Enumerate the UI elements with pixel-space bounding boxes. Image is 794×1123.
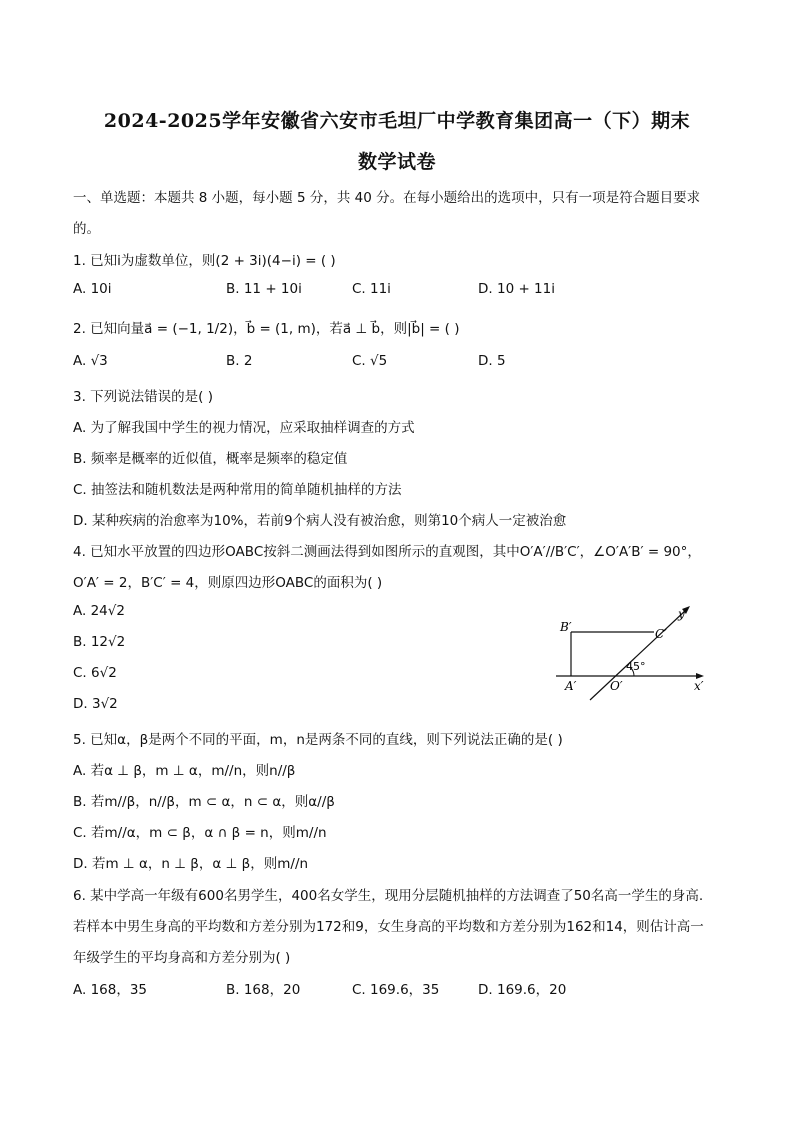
- label-a-prime: A′: [565, 679, 577, 693]
- question-5-option-a: A. 若α ⊥ β，m ⊥ α，m//n，则n//β: [73, 763, 296, 779]
- section-heading-line1: 一、单选题：本题共 8 小题，每小题 5 分，共 40 分。在每小题给出的选项中，只有一项是符合题目要求: [73, 190, 701, 206]
- question-5-option-b: B. 若m//β，n//β，m ⊂ α，n ⊂ α，则α//β: [73, 794, 335, 810]
- question-1-option-c: C. 11i: [352, 281, 391, 297]
- question-1-option-a: A. 10i: [73, 281, 112, 297]
- label-x-axis: x′: [694, 679, 704, 693]
- question-6-option-d: D. 169.6，20: [478, 982, 567, 998]
- exam-title-line2: 数学试卷: [357, 151, 436, 173]
- question-2-stem: 2. 已知向量a⃗ = (−1, 1/2)，b⃗ = (1, m)，若a⃗ ⊥ b⃗，则|b⃗| = ( ): [73, 321, 460, 337]
- question-1-option-d: D. 10 + 11i: [478, 281, 555, 297]
- label-angle: 45°: [626, 660, 646, 673]
- question-2-option-c: C. √5: [352, 353, 388, 369]
- question-3-option-b: B. 频率是概率的近似值，概率是频率的稳定值: [73, 451, 348, 467]
- question-6-stem-line1: 6. 某中学高一年级有600名男学生，400名女学生，现用分层随机抽样的方法调查了50名高一学生的身高.: [73, 888, 704, 904]
- question-3-option-d: D. 某种疾病的治愈率为10%，若前9个病人没有被治愈，则第10个病人一定被治愈: [73, 513, 567, 529]
- question-6-option-c: C. 169.6，35: [352, 982, 440, 998]
- label-y-axis: y′: [678, 607, 688, 621]
- question-4-stem-line2: O′A′ = 2，B′C′ = 4，则原四边形OABC的面积为( ): [73, 575, 383, 591]
- question-1-stem: 1. 已知i为虚数单位，则(2 + 3i)(4−i) = ( ): [73, 253, 336, 269]
- oblique-projection-figure: [550, 598, 710, 704]
- question-5-option-d: D. 若m ⊥ α，n ⊥ β，α ⊥ β，则m//n: [73, 856, 309, 872]
- question-5-stem: 5. 已知α，β是两个不同的平面，m，n是两条不同的直线，则下列说法正确的是( ): [73, 732, 563, 748]
- question-3-option-a: A. 为了解我国中学生的视力情况，应采取抽样调查的方式: [73, 420, 415, 436]
- y-axis: [590, 610, 686, 700]
- question-4-option-c: C. 6√2: [73, 665, 117, 681]
- question-6-option-a: A. 168，35: [73, 982, 148, 998]
- question-6-option-b: B. 168，20: [226, 982, 301, 998]
- question-5-option-c: C. 若m//α，m ⊂ β，α ∩ β = n，则m//n: [73, 825, 327, 841]
- question-6-stem-line3: 年级学生的平均身高和方差分别为( ): [73, 950, 291, 966]
- label-c-prime: C′: [655, 627, 667, 641]
- question-2-option-d: D. 5: [478, 353, 506, 369]
- question-4-option-b: B. 12√2: [73, 634, 126, 650]
- question-2-option-b: B. 2: [226, 353, 253, 369]
- label-b-prime: B′: [560, 620, 572, 634]
- section-heading-line2: 的。: [73, 221, 100, 237]
- question-1-option-b: B. 11 + 10i: [226, 281, 302, 297]
- question-4-option-a: A. 24√2: [73, 603, 125, 619]
- question-6-stem-line2: 若样本中男生身高的平均数和方差分别为172和9，女生身高的平均数和方差分别为162和14，则估计高一: [73, 919, 704, 935]
- question-3-option-c: C. 抽签法和随机数法是两种常用的简单随机抽样的方法: [73, 482, 402, 498]
- question-2-option-a: A. √3: [73, 353, 108, 369]
- question-4-option-d: D. 3√2: [73, 696, 118, 712]
- question-4-stem-line1: 4. 已知水平放置的四边形OABC按斜二测画法得到如图所示的直观图，其中O′A′//B′C′，∠O′A′B′ = 90°，: [73, 544, 701, 560]
- question-3-stem: 3. 下列说法错误的是( ): [73, 389, 213, 405]
- exam-title-line1: 2024-2025学年安徽省六安市毛坦厂中学教育集团高一（下）期末: [103, 110, 691, 132]
- label-o-prime: O′: [610, 679, 623, 693]
